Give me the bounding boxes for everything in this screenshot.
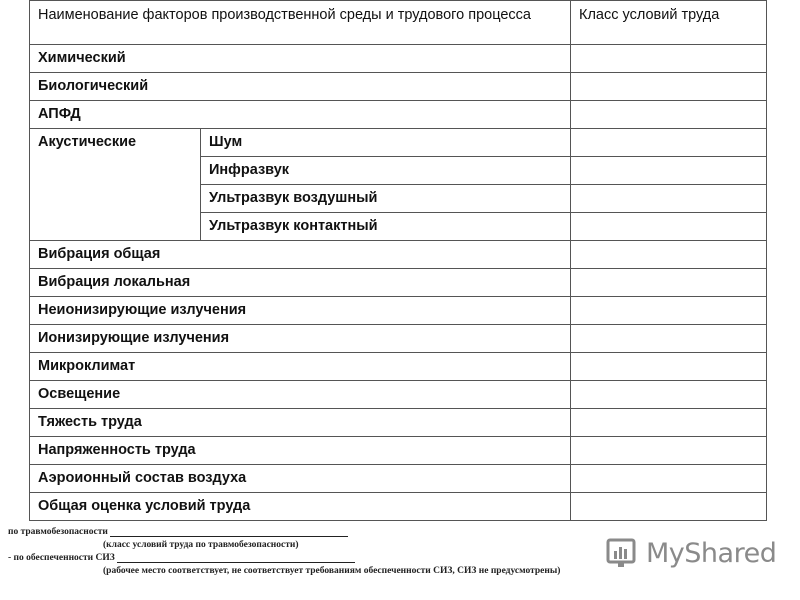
table-row [30, 381, 767, 409]
footer-injury-caption: (класс условий труда по травмобезопасности) [103, 540, 299, 550]
working-conditions-table [29, 0, 767, 521]
table-row [30, 45, 767, 73]
factor-cell: Освещение [30, 381, 571, 409]
footer-ppe-label: - по обеспеченности СИЗ [8, 553, 115, 563]
class-cell [571, 297, 767, 325]
factor-cell: Неионизирующие излучения [30, 297, 571, 325]
table-row [30, 129, 767, 157]
footer-ppe [8, 553, 355, 563]
table-row [30, 493, 767, 521]
table-header-row [30, 1, 767, 45]
class-cell [571, 73, 767, 101]
acoustic-subfactor-cell: Ультразвук контактный [201, 213, 571, 241]
factor-cell: Вибрация локальная [30, 269, 571, 297]
acoustic-subfactor-cell: Инфразвук [201, 157, 571, 185]
table-row [30, 409, 767, 437]
footer-injury-safety [8, 527, 348, 537]
class-cell [571, 409, 767, 437]
factor-cell: Общая оценка условий труда [30, 493, 571, 521]
class-cell [571, 45, 767, 73]
table-row [30, 269, 767, 297]
footer-ppe-caption: (рабочее место соответствует, не соответствует требованиям обеспеченности СИЗ, СИЗ не предусмотрены) [103, 566, 561, 576]
table-row [30, 73, 767, 101]
footer-ppe-line [117, 553, 355, 563]
factor-cell: АПФД [30, 101, 571, 129]
factor-cell: Ионизирующие излучения [30, 325, 571, 353]
table-row [30, 353, 767, 381]
class-cell [571, 269, 767, 297]
acoustic-group-cell: Акустические [30, 129, 201, 241]
factor-cell: Биологический [30, 73, 571, 101]
factor-cell: Напряженность труда [30, 437, 571, 465]
presentation-chart-icon [606, 538, 640, 568]
class-cell [571, 465, 767, 493]
factor-cell: Химический [30, 45, 571, 73]
header-class-cell: Класс условий труда [571, 1, 767, 45]
table-row [30, 325, 767, 353]
footer-injury-label: по травмобезопасности [8, 527, 108, 537]
class-cell [571, 157, 767, 185]
class-cell [571, 241, 767, 269]
class-cell [571, 437, 767, 465]
class-cell [571, 493, 767, 521]
class-cell [571, 325, 767, 353]
myshared-watermark [606, 536, 776, 572]
header-factor-cell: Наименование факторов производственной среды и трудового процесса [30, 1, 571, 45]
class-cell [571, 101, 767, 129]
factor-cell: Микроклимат [30, 353, 571, 381]
factor-cell: Тяжесть труда [30, 409, 571, 437]
acoustic-subfactor-cell: Ультразвук воздушный [201, 185, 571, 213]
table-row [30, 241, 767, 269]
class-cell [571, 129, 767, 157]
table-row [30, 437, 767, 465]
acoustic-subfactor-cell: Шум [201, 129, 571, 157]
table-row [30, 465, 767, 493]
class-cell [571, 185, 767, 213]
class-cell [571, 381, 767, 409]
class-cell [571, 213, 767, 241]
table-row [30, 101, 767, 129]
table-row [30, 297, 767, 325]
footer-injury-line [110, 527, 348, 537]
factor-cell: Вибрация общая [30, 241, 571, 269]
watermark-text: MyShared [646, 538, 777, 569]
factor-cell: Аэроионный состав воздуха [30, 465, 571, 493]
class-cell [571, 353, 767, 381]
